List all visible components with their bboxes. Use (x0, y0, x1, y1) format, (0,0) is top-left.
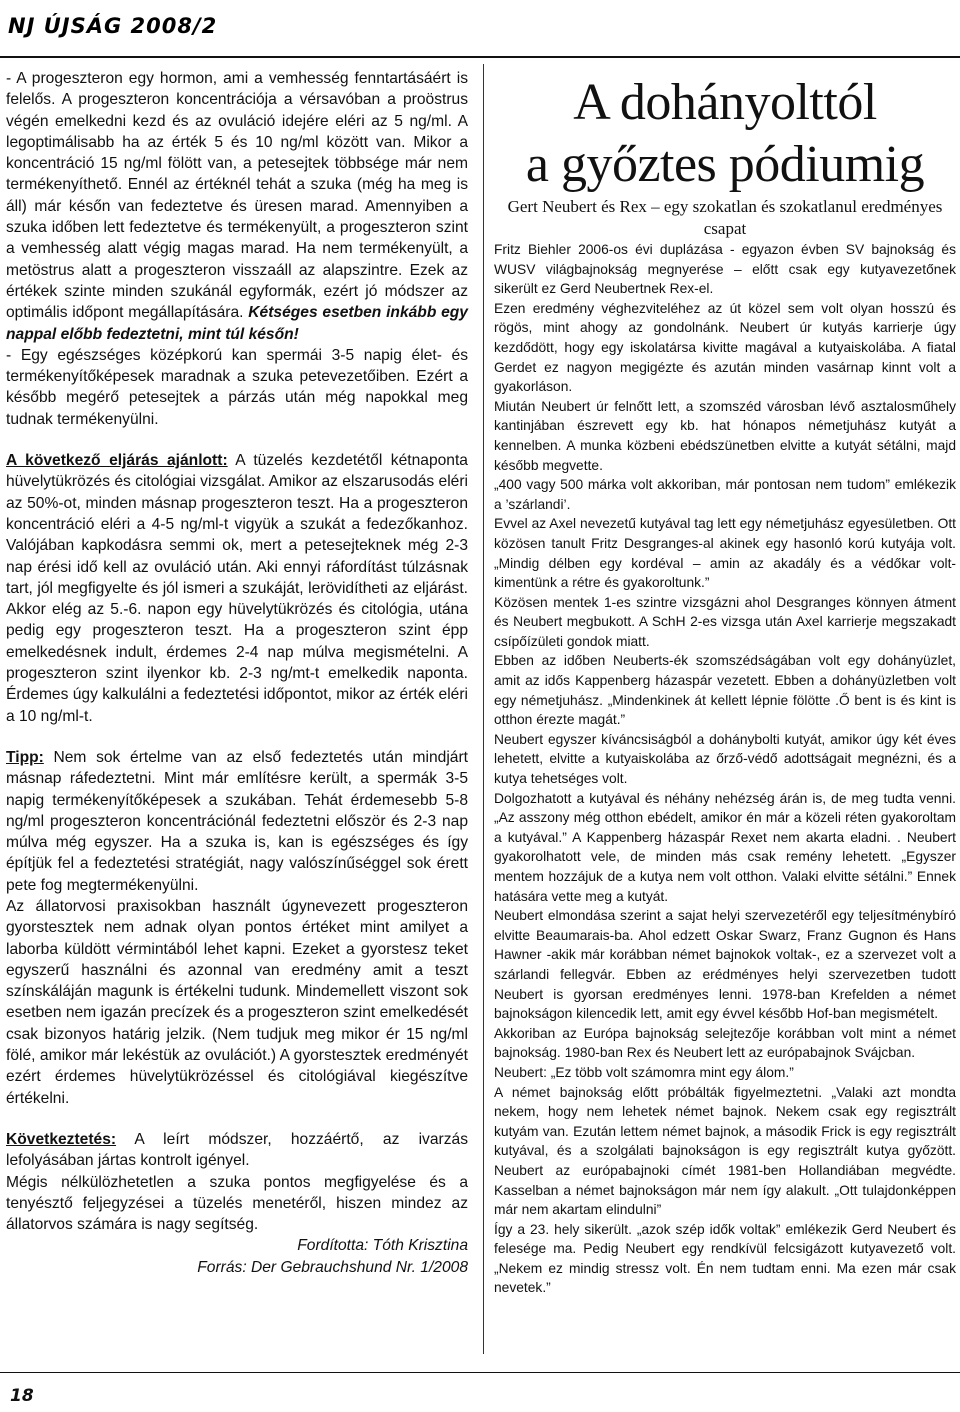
magazine-title: NJ ÚJSÁG 2008/2 (8, 14, 218, 38)
conclusion-label: Következtetés: (6, 1130, 117, 1148)
article-paragraph: Ebben az időben Neuberts-ék szomszédságában volt egy dohányüzlet, amit az idős Kappenberg házaspár vezetett. Ebben a dohányüzletben volt egy németjuhász. „Mindenkinek át kellett lépnie fölötte .Ő bent is és kint is otthon érezte magát.” (494, 653, 956, 728)
article-paragraph: A német bajnokság előtt próbálták figyelmeztetni. „Valaki azt mondta nekem, hogy nem lehetek német bajnok. Nekem csak egy regisztrált kutyám van. Ezután lettem német bajnok, a második Frick is egy regisztrált kutyával, és a szolgálati bajnokságon is egy regisztrált kutya győzött. Neubert az európabajnoki címét 1981-ben Hollandiában megvédte. Kasselban a német bajnokságon már nem így alakult. „Ott tulajdonképpen már nem akartam elindulni” (494, 1084, 956, 1218)
article-paragraph: Neubert elmondása szerint a sajat helyi szervezetéről egy teljesítménybíró elvitte Beaumarais-ba. Ahol edzett Oskar Swarz, Franz Gugnon és Hans Hawner -akik már korábban német bajnokok voltak-, ez a szervezet volt a szárlandi fellegvár. Ebben az erédményes helyi szervezetben tudott Neubert is gyorsan eredményes lenni. 1978-ban Krefelden a német bajnokságon kilencedik lett, amit egy évvel később Hof-ban megismételt. (494, 908, 956, 1022)
article-paragraph: Miután Neubert úr felnőtt lett, a szomszéd városban lévő asztalosműhely kantinjában észrevett egy kb. hat hónapos németjuhász kutyát a kennelben. A munka közbeni ebédszünetben elvitte a kutyát sétálni, majd később megvette. (494, 398, 956, 473)
article-paragraph: Így a 23. hely sikerült. „azok szép idők voltak” emlékezik Gerd Neubert és felesége ma. Pedig Neubert egy rendkívül felcsigázott kutyavezető volt. „Nekem ez mindig stressz volt. Én nem tudtam enni. Ma ezen már csak nevetek.” (494, 1221, 956, 1296)
article-paragraph: Akkoriban az Európa bajnokság selejtezője korábban volt mint a német bajnokság. 1980-ban Rex és Neubert lett az európabajnok Svájcban. (494, 1025, 956, 1061)
footer-rule (0, 1372, 960, 1373)
article-headline (494, 72, 956, 196)
article-paragraph: Neubert: „Ez több volt számomra mint egy álom.” (494, 1064, 794, 1080)
left-column (6, 68, 468, 1278)
article-subheading: Gert Neubert és Rex – egy szokatlan és szokatlanul eredményes csapat (507, 197, 943, 238)
headline-line-2: a győztes pódiumig (525, 136, 925, 193)
procedure-label: A következő eljárás ajánlott: (6, 452, 228, 470)
article-paragraph: Evvel az Axel nevezetű kutyával tag lett egy németjuhász egyesületben. Ott közösen tanult Fritz Desgranges-al akinek egy hasonló korú kutyája volt. „Mindig délben egy kordéval – amin az akadály és a védőkar volt- kimentünk a rétre és gyakoroltunk.” (494, 516, 956, 591)
paragraph-observation: Mégis nélkülözhetetlen a szuka pontos megfigyelése és a tenyésztő feljegyzései a tüzelés menetéről, hiszen mindez az állatorvos számára is nagy segítség. (6, 1173, 468, 1234)
translator-credit: Fordította: Tóth Krisztina (297, 1237, 468, 1255)
column-divider (483, 64, 484, 1354)
paragraph-text: A tüzelés kezdetétől kétnaponta hüvelytükrözés és citológiai vizsgálat. Amikor az elszarusodás eléri az 50%-ot, minden másnap progeszteron teszt. Ha a progeszteron koncentráció eléri a 4-5 ng/ml-t vigyük a szukát a fedezőkanhoz. Valójában kapkodásra semmi ok, mert a petesejteknek még 2-3 nap érési idő kell az ovuláció után. Aki ennyi ráfordítást túlzásnak tart, jól megfigyelte és jól ismeri a szukáját, lerövidítheti az eljárást. Akkor elég az 5.-6. napon egy hüvelytükrözés és citológia, utána pedig egy progeszteron teszt. Ha a progeszteron szint épp emelkedésnek indult, érdemes 2-4 nap múlva megismételni. A progeszteron szint ilyenkor kb. 2-3 ng/mt-t emelkedik naponta. Érdemes úgy kalkulálni a fedeztetési időpontot, mikor az érték eléri a 10 ng/ml-t. (6, 452, 468, 725)
page-header (0, 0, 960, 58)
article-paragraph: Ezen eredmény véghezviteléhez az út közel sem volt olyan hosszú és rögös, mint ahogy az gondolnánk. Neubert úr kutyás karrierje úgy kezdődött, hogy egy iskolatársa kivitte magával a kutyaiskolába. A fiatal Gerdet ez nagyon megigézte és azután minden vasárnap kinnt volt a gyakorláson. (494, 300, 956, 395)
bold-warning: Kétséges esetben inkább egy nappal előbb fedeztetni, mint túl későn! (6, 304, 468, 343)
right-column (494, 72, 956, 1298)
paragraph-tip (6, 747, 468, 896)
page-number: 18 (10, 1386, 34, 1406)
paragraph-text: Nem sok értelme van az első fedeztetés után mindjárt másnap ráfedeztetni. Mint már említésre került, a spermák 3-5 napig termékenyítőképesek a szukában. Tehát érdemesebb 5-8 ng/ml progeszteron koncentrációnál fedeztetni először és 2-3 nap múlva még egyszer. Ha a szuka is, kan is egészséges és így építjük fel a fedeztetési stratégiát, nagy valószínűséggel sok érett pete fog megtermékenyülni. (6, 748, 468, 894)
article-paragraph: Fritz Biehler 2006-os évi duplázása - egyazon évben SV bajnokság és WUSV világbajnokság megnyerése – előtt csak egy kutyavezetőnek sikerült ez Gerd Neubertnek Rex-el. (494, 242, 956, 297)
paragraph-procedure (6, 450, 468, 727)
source-credit: Forrás: Der Gebrauchshund Nr. 1/2008 (197, 1258, 468, 1276)
article-paragraph: „400 vagy 500 márka volt akkoriban, már pontosan nem tudom” emlékezik a ’szárlandi’. (494, 477, 956, 512)
paragraph-text: - A progeszteron egy hormon, ami a vemhesség fenntartásáért is felelős. A progeszteron koncentrációja a vérsavóban a proöstrus végén emelkedni kezd és az ovuláció idejére eléri az 5 ng/ml. A legoptimálisabb ha az érték 5 és 10 ng/ml között van. Mikor a koncentráció 15 ng/ml fölött van, a petesejtek többsége már nem termékenyíthető. Ennél az értéknél tehát a szuka (még ha meg is áll) már későn van fedeztetve és üresen marad. Amennyiben a szuka időben lett fedeztetve és termékenyült, a progeszteron szint a vemhesség alatt végig magas marad. Ha nem termékenyült, a metöstrus alatt a progeszteron visszaáll az alapszintre. Ezek az értékek szinte minden szukánál egyformák, ezért jó módszer az optimális időpont megállapítására. (6, 70, 468, 322)
paragraph-conclusion (6, 1129, 468, 1172)
article-paragraph: Neubert egyszer kíváncsiságból a dohánybolti kutyát, amikor úgy két éves lehetett, elvitte a kutyaiskolába az őrző-védő adottságait megnézni, és a kutya tehetséges volt. (494, 731, 956, 787)
paragraph-progesterone (6, 68, 468, 345)
headline-line-1: A dohányolttól (573, 74, 877, 131)
paragraph-text: A leírt módszer, hozzáértő, az ivarzás lefolyásában jártas kontrolt igényel. (6, 1130, 468, 1170)
paragraph-rapid-test: Az állatorvosi praxisokban használt úgynevezett progeszteron gyorstesztek nem adnak olyan pontos értéket mint amilyet a laborba küldött vérmintából lehet kapni. Ezeket a gyorstesz teket egyszerű használni és azonnal van eredmény amit a teszt színskáláján magunk is értékelni tudunk. Mindemellett viszont sok esetben nem igazán precízek és a progeszteron szint emelkedését csak bizonyos határig jelzik. (Nem tudjuk meg mikor ér 15 ng/ml fölé, amikor már lekéstük az ovulációt.) A gyorstesztek eredményét ezért érdemes hüvelytükrözéssel és citológiával kiegészítve értékelni. (6, 897, 469, 1107)
paragraph-sperm: - Egy egészséges középkorú kan spermái 3-5 napig élet- és termékenyítőképesek maradnak a szuka petevezetőiben. Ezért a később megérő petesejtek a párzás után még napokkal meg tudnak termékenyülni. (6, 346, 468, 428)
article-paragraph: Közösen mentek 1-es szintre vizsgázni ahol Desgranges könnyen átment és Neubert megbukott. A SchH 2-es vizsga után Axel karrierje megszakadt csípőízületi gondok miatt. (494, 594, 956, 649)
article-paragraph: Dolgozhatott a kutyával és néhány nehézség árán is, de meg tudta venni. „Az asszony még otthon ebédelt, amikor én már a közeli réten gyakoroltam a kutyával.” A Kappenberg házaspár Rexet nem akarta eladni. . Neubert gyakorolhatott vele, de minden más csak remény lehetett. „Egyszer mentem hozzájuk de a kutya nem volt otthon. Valaki elvitte sétálni.” Ennek hatására vette meg a kutyát. (494, 790, 956, 904)
tip-label: Tipp: (6, 748, 44, 766)
